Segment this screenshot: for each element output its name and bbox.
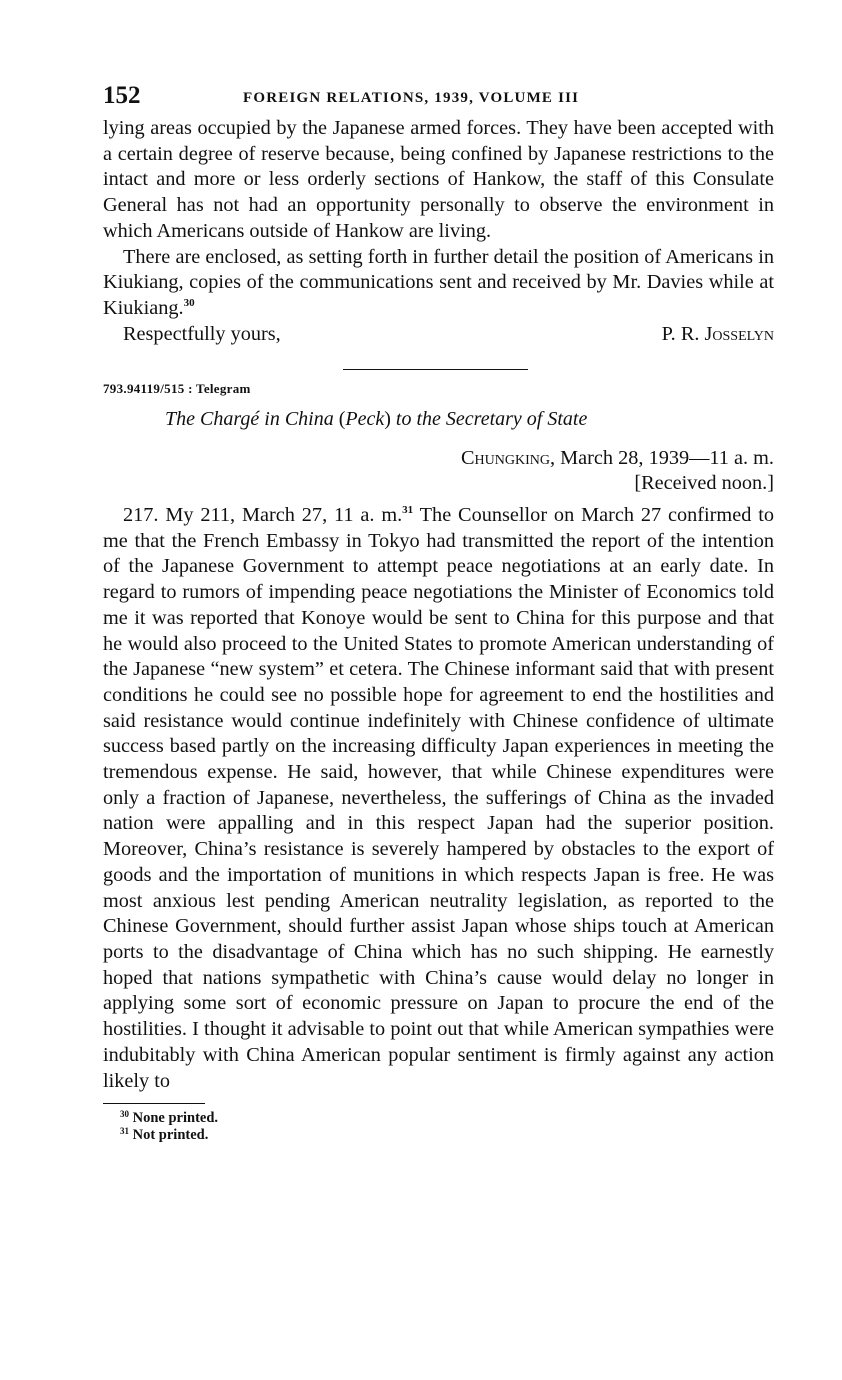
page-header bbox=[103, 82, 774, 116]
dateline bbox=[103, 446, 774, 472]
section-divider bbox=[343, 369, 528, 370]
footnote-mark: 31 bbox=[120, 1126, 129, 1137]
signature bbox=[662, 322, 774, 348]
title-paren-close: ) bbox=[384, 407, 391, 430]
telegram-opening: 217. My 211, March 27, 11 a. m. bbox=[123, 504, 403, 527]
continued-paragraph: lying areas occupied by the Japanese armed forces. They have been accepted with a certain degree of reserve because, being confined by Japanese restrictions to the intact and more or less orderly sections of Hankow, the staff of this Consulate General has not had an opportunity personally to observe the environment in which Americans outside of Hankow are living. bbox=[103, 117, 774, 242]
enclosure-paragraph bbox=[103, 245, 774, 322]
footnote-rule bbox=[103, 1103, 205, 1104]
running-head: FOREIGN RELATIONS, 1939, VOLUME III bbox=[243, 90, 580, 106]
signature-initials: P. R. bbox=[661, 322, 705, 345]
footnote-ref-30: 30 bbox=[183, 296, 195, 309]
title-part-1: The Chargé in China bbox=[165, 407, 339, 430]
footnote-mark: 30 bbox=[120, 1109, 129, 1120]
footnote-ref-31: 31 bbox=[402, 504, 414, 517]
received-note: [Received noon.] bbox=[634, 472, 774, 495]
footnote-text: None printed. bbox=[129, 1110, 219, 1127]
footnotes bbox=[103, 1110, 774, 1144]
title-name: Peck bbox=[345, 407, 385, 430]
dateline-date: , March 28, 1939—11 a. m. bbox=[550, 446, 774, 469]
title-part-2: to the Secretary of State bbox=[390, 407, 588, 430]
enclosure-text: There are enclosed, as setting forth in further detail the position of Americans in Kiukiang, copies of the communications sent and received by Mr. Davies while at Kiukiang. bbox=[103, 245, 774, 319]
closing-line bbox=[103, 322, 774, 348]
file-reference: 793.94119/515 : Telegram bbox=[103, 380, 251, 396]
footnote-31 bbox=[120, 1127, 774, 1144]
document-page bbox=[103, 82, 774, 1144]
telegram-body bbox=[103, 503, 774, 1094]
telegram-text: The Counsellor on March 27 confirmed to me that the French Embassy in Tokyo had transmitted the report of the intention of the Japanese Government to attempt peace negotiations at an early date. In regard to rumors of impending peace negotiations the Minister of Economics told me it was reported that Konoye would be sent to China for this purpose and that he would also proceed to the United States to promote American understanding of the Japanese “new system” et cetera. The Chinese informant said that with present conditions he could see no possible hope for agreement to end the hostilities and said resistance would continue indefinitely with Chinese confidence of ultimate success based partly on the increasing difficulty Japan experiences in meeting the tremendous expense. He said, however, that while Chinese expenditures were only a fraction of Japanese, nevertheless, the sufferings of China as the invaded nation were appalling and in this respect Japan had the superior position. Moreover, China’s resistance is severely hampered by obstacles to the export of goods and the importation of munitions in which respects Japan is free. He was most anxious lest pending American neutrality legislation, as reported to the Chinese Government, should further assist Japan whose ships touch at American ports to the disadvantage of China which has no such shipping. He earnestly hoped that nations sympathetic with China’s cause would delay no longer in applying some sort of economic pressure on Japan to procure the end of the hostilities. I thought it advisable to point out that while American sympathies were indubitably with China American popular sentiment is firmly against any action likely to bbox=[103, 504, 774, 1092]
document-title bbox=[103, 406, 774, 432]
title-paren-open: ( bbox=[338, 407, 346, 430]
dateline-place: Chungking bbox=[461, 446, 550, 469]
signature-name: Josselyn bbox=[704, 322, 774, 345]
footnote-30 bbox=[120, 1110, 774, 1127]
salutation: Respectfully yours, bbox=[123, 322, 281, 345]
footnote-text: Not printed. bbox=[129, 1127, 209, 1144]
page-number: 152 bbox=[103, 82, 141, 109]
